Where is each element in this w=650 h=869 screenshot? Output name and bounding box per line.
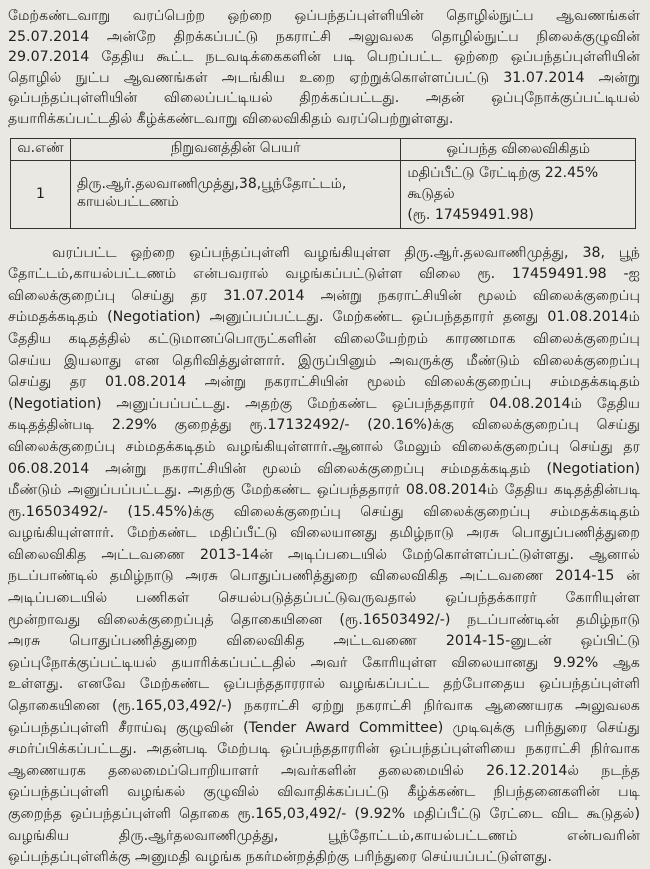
text-line: 29.07.2014 தேதிய கூட்ட நடவடிக்கைகளின் படி பெறப்பட்ட ஒற்றை ஒப்பந்தப்புள்ளியின் (8, 49, 640, 66)
text-line: மூன்றாவது விலைக்குறைப்புத் தொகையினை (ரூ.16503492/-) நடப்பாண்டின் தமிழ்நாடு (8, 611, 640, 628)
text-line: நடப்பாண்டில் தமிழ்நாடு அரசு பொதுப்பணித்துறை விலைவிகித அட்டவணை 2014-15 ன் (8, 568, 640, 585)
text-line: சமர்ப்பிக்கப்பட்டது. அதன்படி மேற்படி ஒப்பந்ததாரரின் ஒப்பந்தப்புள்ளியை நகராட்சி நிர்வாக (8, 741, 640, 758)
text-line: ஆணையரக தலைமைப்பொறியாளர் அவர்களின் தலைமையில் 26.12.2014ல் நடந்த (8, 762, 640, 779)
table-row (11, 160, 636, 228)
cell-tender-rate (401, 160, 636, 228)
text-line: செய்து தர 01.08.2014 அன்று நகராட்சியின் மூலம் விலைக்குறைப்பு சம்மதக்கடிதம் (8, 374, 640, 391)
text-line: ஒப்பந்தப்புள்ளி வழங்கல் குழுவில் விவாதிக்கப்பட்டு கீழ்க்கண்ட நிபந்தனைகளின் படி (8, 784, 640, 801)
cell-serial-no: 1 (11, 160, 71, 228)
rate-label: கூடுதல் (407, 185, 455, 202)
text-line: கடிதத்தின்படி 2.29% குறைத்து ரூ.17132492/- (20.16%)க்கு விலைக்குறைப்பு செய்து (8, 417, 640, 434)
text-line: செய்ய இயலாது என தெரிவித்துள்ளார். இருப்பினும் அவருக்கு மீண்டும் விலைக்குறைப்பு (8, 352, 640, 369)
text-line: மீண்டும் அனுப்பப்பட்டது. அதற்கு மேற்கண்ட ஒப்பந்ததாரர் 08.08.2014ம் தேதிய கடிதத்தின்படி (8, 482, 640, 499)
text-line: ஒப்பந்தப்புள்ளியின் விலைப்பட்டியல் திறக்கப்பட்டது. அதன் ஒப்புநோக்குப்பட்டியல் (8, 90, 640, 107)
text-line: சம்மதக்கடிதம் (Negotiation) அனுப்பப்பட்டது. மேற்கண்ட ஒப்பந்ததாரர் தனது 01.08.2014ம் (8, 309, 640, 326)
text-line: ஒப்பந்தப்புள்ளிக்கு அனுமதி வழங்க நகர்மன்றத்திற்கு பரிந்துரை செய்யப்பட்டுள்ளது. (8, 849, 552, 866)
intro-paragraph (8, 6, 640, 130)
rate-amount: (ரூ. 17459491.98) (407, 206, 534, 223)
tender-table (10, 138, 636, 229)
text-line: ரூ.16503492/- (15.45%)க்கு விலைக்குறைப்பு செய்து விலைக்குறைப்பு சம்மதக்கடிதம் (8, 503, 640, 520)
body-paragraph (8, 243, 640, 869)
text-line: விலைக்குறைப்பு செய்து தர 31.07.2014 அன்று நகராட்சியின் மூலம் விலைக்குறைப்பு (8, 287, 640, 304)
text-line: 06.08.2014 அன்று நகராட்சியின் மூலம் விலைக்குறைப்பு சம்மதக்கடிதம் (Negotiation) (8, 460, 640, 477)
text-line: ஒப்பந்தப்புள்ளி சீராய்வு குழுவின் (Tender Award Committee) முடிவுக்கு பரிந்துரை செய்து (8, 719, 640, 736)
text-line: தேதிய கடிதத்தில் கட்டுமானப்பொருட்களின் விலையேற்றம் காரணமாக விலைக்குறைப்பு (8, 330, 640, 347)
text-line: தோட்டம்,காயல்பட்டணம் என்பவரால் வழங்கப்பட்டுள்ள விலை ரூ. 17459491.98 -ஐ (8, 266, 640, 283)
text-line: தயாரிக்கப்பட்டதில் கீழ்க்கண்டவாறு விலைவிகிதம் வரப்பெற்றுள்ளது. (8, 110, 454, 127)
text-line: (Negotiation) அனுப்பப்பட்டது. அதற்கு மேற்கண்ட ஒப்பந்ததாரர் 04.08.2014ம் தேதிய (8, 395, 640, 412)
text-line: அரசு பொதுப்பணித்துறை விலைவிகித அட்டவணை 2014-15-னுடன் ஒப்பிட்டு (8, 633, 640, 650)
text-line: தொகையினை (ரூ.165,03,492/-) நகராட்சி ஏற்று நகராட்சி நிர்வாக ஆணையரக அலுவலக (8, 698, 640, 715)
table-header-row (11, 138, 636, 160)
text-line: குறைந்த ஒப்பந்தப்புள்ளி தொகை ரூ.165,03,492/- (9.92% மதிப்பீட்டு ரேட்டை விட கூடுதல்) (8, 806, 640, 822)
rate-percent: மதிப்பீட்டு ரேட்டிற்கு 22.45% (407, 164, 599, 181)
text-line: வரப்பட்ட ஒற்றை ஒப்பந்தப்புள்ளி வழங்கியுள்ள திரு.ஆர்.தலவாணிமுத்து, 38, பூந் (52, 244, 640, 261)
header-serial-no: வ.எண் (11, 138, 71, 160)
header-company-name: நிறுவனத்தின் பெயர் (71, 138, 401, 160)
text-line: ஒப்புநோக்குப்பட்டியல் தயாரிக்கப்பட்டதில் அவர் கோரியுள்ள விலையானது 9.92% ஆக (8, 654, 640, 671)
text-line: விலைக்குறைப்பு சம்மதக்கடிதம் வழங்கியுள்ளார்.ஆனால் மேலும் விலைக்குறைப்பு செய்து தர (8, 438, 640, 455)
text-line: வழங்கியுள்ளார். மேற்கண்ட மதிப்பீட்டு விலையானது தமிழ்நாடு அரசு பொதுப்பணித்துறை (8, 525, 640, 542)
text-line: உள்ளது. எனவே மேற்கண்ட ஒப்பந்ததாரரால் வழங்கப்பட்ட தற்போதைய ஒப்பந்தப்புள்ளி (8, 676, 640, 693)
text-line: 25.07.2014 அன்றே திறக்கப்பட்டு நகராட்சி அலுவலக தொழில்நுட்ப நிலைக்குழுவின் (8, 28, 640, 45)
cell-company-name: திரு.ஆர்.தலவாணிமுத்து,38,பூந்தோட்டம், காயல்பட்டணம் (71, 160, 401, 228)
text-line: தொழில் நுட்ப ஆவணங்கள் அடங்கிய உறை ஏற்றுக்கொள்ளப்பட்டு 31.07.2014 அன்று (8, 69, 640, 86)
text-line: விலைவிகித அட்டவணை 2013-14ன் அடிப்படையில் மேற்கொள்ளப்பட்டுள்ளது. ஆனால் (8, 546, 640, 563)
text-line: மேற்கண்டவாறு வரப்பெற்ற ஒற்றை ஒப்பந்தப்புள்ளியின் தொழில்நுட்ப ஆவணங்கள் (8, 8, 640, 24)
text-line: வழங்கிய திரு.ஆர்தலவாணிமுத்து, பூந்தோட்டம்,காயல்பட்டணம் என்பவரின் (8, 827, 640, 844)
text-line: அடிப்படையில் பணிகள் செயல்படுத்தப்பட்டுவருவதால் ஒப்பந்தக்காரர் கோரியுள்ள (8, 590, 640, 607)
header-tender-rate: ஒப்பந்த விலைவிகிதம் (401, 138, 636, 160)
